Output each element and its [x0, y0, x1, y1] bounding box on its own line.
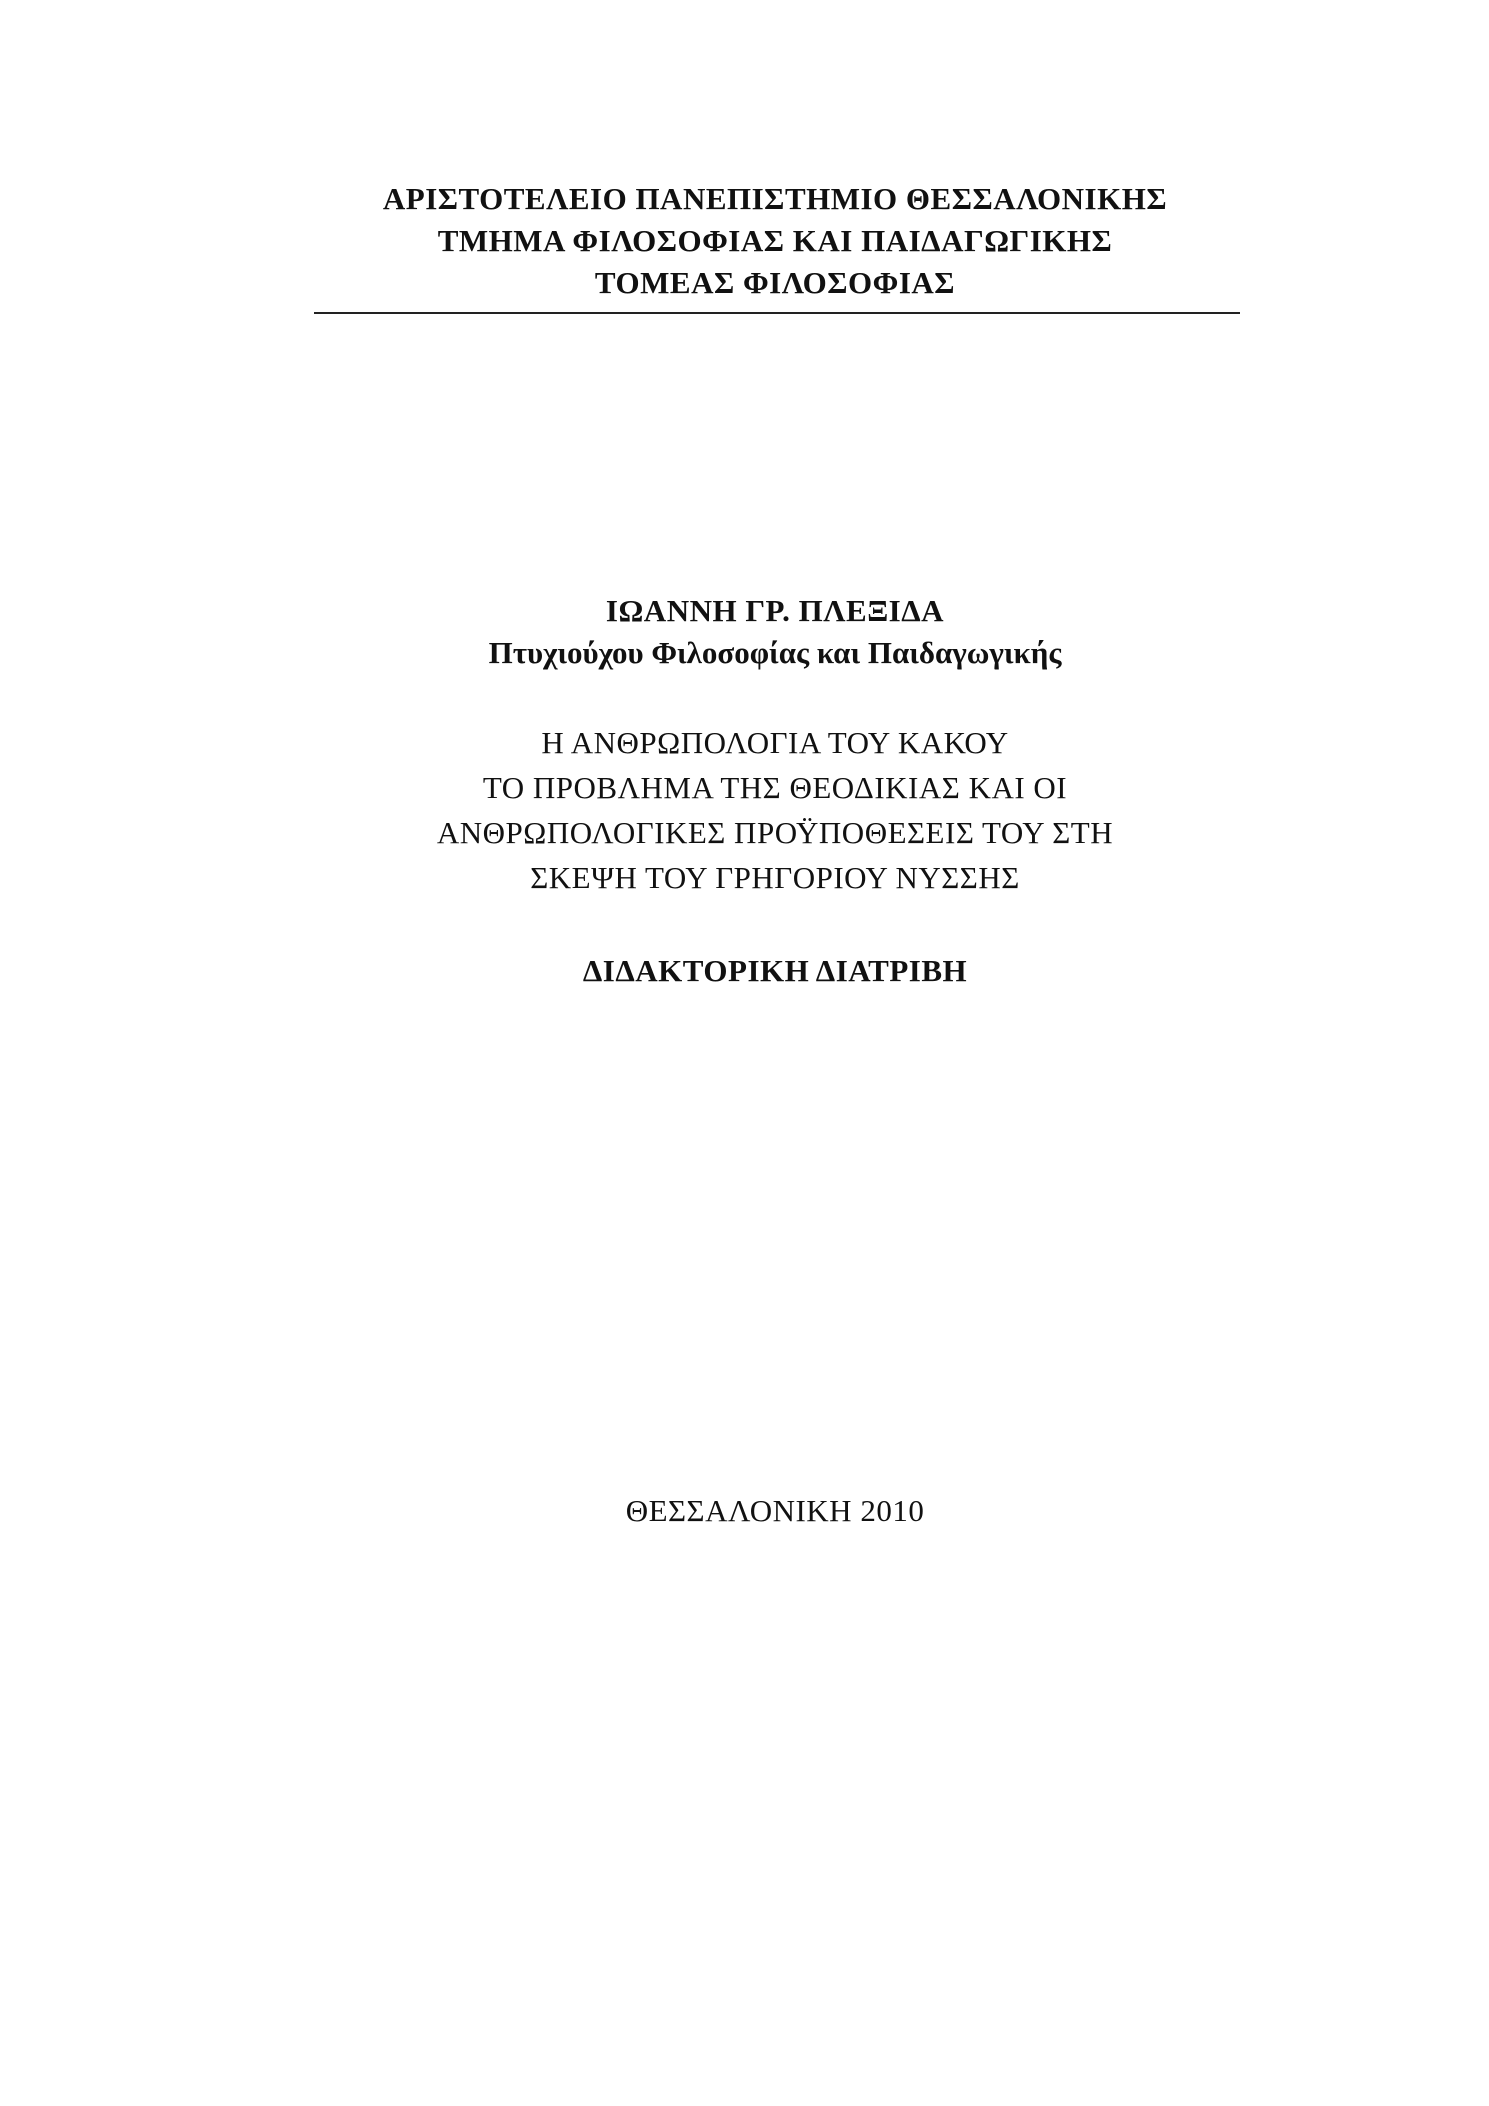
- department-name: ΤΜΗΜΑ ΦΙΛΟΣΟΦΙΑΣ ΚΑΙ ΠΑΙΔΑΓΩΓΙΚΗΣ: [437, 223, 1113, 258]
- author-name: ΙΩΑΝΝΗ ΓΡ. ΠΛΕΞΙΔΑ: [605, 593, 945, 628]
- header-divider: [314, 312, 1240, 314]
- thesis-type: ΔΙΔΑΚΤΟΡΙΚΗ ΔΙΑΤΡΙΒΗ: [582, 953, 968, 988]
- thesis-title-line: ΤΟ ΠΡΟΒΛΗΜΑ ΤΗΣ ΘΕΟΔΙΚΙΑΣ ΚΑΙ ΟΙ: [482, 770, 1068, 805]
- author-degree: Πτυχιούχου Φιλοσοφίας και Παιδαγωγικής: [488, 635, 1062, 670]
- thesis-title: [300, 720, 1250, 900]
- section-name: ΤΟΜΕΑΣ ΦΙΛΟΣΟΦΙΑΣ: [594, 265, 956, 300]
- university-name: ΑΡΙΣΤΟΤΕΛΕΙΟ ΠΑΝΕΠΙΣΤΗΜΙΟ ΘΕΣΣΑΛΟΝΙΚΗΣ: [382, 181, 1168, 216]
- thesis-title-line: Η ΑΝΘΡΩΠΟΛΟΓΙΑ ΤΟΥ ΚΑΚΟΥ: [541, 725, 1009, 760]
- institution-header: [310, 178, 1240, 304]
- author-block: [300, 590, 1250, 674]
- place-date: ΘΕΣΣΑΛΟΝΙΚΗ 2010: [625, 1493, 925, 1528]
- thesis-title-line: ΑΝΘΡΩΠΟΛΟΓΙΚΕΣ ΠΡΟΫΠΟΘΕΣΕΙΣ ΤΟΥ ΣΤΗ: [436, 815, 1114, 850]
- thesis-title-line: ΣΚΕΨΗ ΤΟΥ ΓΡΗΓΟΡΙΟΥ ΝΥΣΣΗΣ: [530, 860, 1020, 895]
